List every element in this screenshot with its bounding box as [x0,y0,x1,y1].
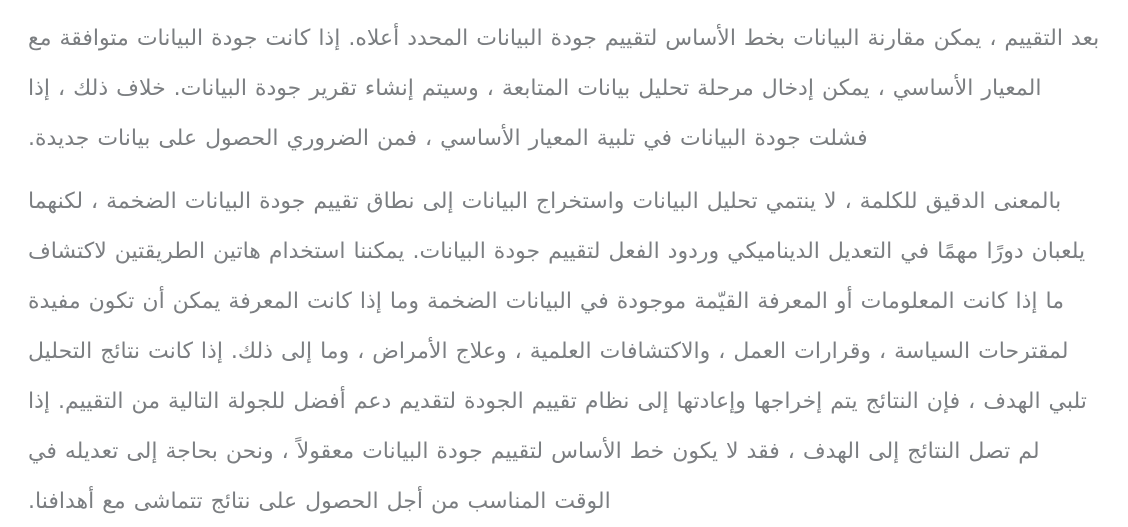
paragraph-evaluation-baseline: بعد التقييم ، يمكن مقارنة البيانات بخط الأساس لتقييم جودة البيانات المحدد أعلاه. إذا كانت جودة البيانات متوافقة مع المعيار الأساسي ، يمكن إدخال مرحلة تحليل بيانات المتابعة ، وسيتم إنشاء تقرير جودة البيانات. خلاف ذلك ، إذا فشلت جودة البيانات في تلبية المعيار الأساسي ، فمن الضروري الحصول على بيانات جديدة. [28,26,1100,151]
paragraph-data-analysis-mining: بالمعنى الدقيق للكلمة ، لا ينتمي تحليل البيانات واستخراج البيانات إلى نطاق تقييم جودة البيانات الضخمة ، لكنهما يلعبان دورًا مهمًا في التعديل الديناميكي وردود الفعل لتقييم جودة البيانات. يمكننا استخدام هاتين الطريقتين لاكتشاف ما إذا كانت المعلومات أو المعرفة القيّمة موجودة في البيانات الضخمة وما إذا كانت المعرفة يمكن أن تكون مفيدة لمقترحات السياسة ، وقرارات العمل ، والاكتشافات العلمية ، وعلاج الأمراض ، وما إلى ذلك. إذا كانت نتائج التحليل تلبي الهدف ، فإن النتائج يتم إخراجها وإعادتها إلى نظام تقييم الجودة لتقديم دعم أفضل للجولة التالية من التقييم. إذا لم تصل النتائج إلى الهدف ، فقد لا يكون خط الأساس لتقييم جودة البيانات معقولاً ، ونحن بحاجة إلى تعديله في الوقت المناسب من أجل الحصول على نتائج تتماشى مع أهدافنا. [28,189,1087,514]
